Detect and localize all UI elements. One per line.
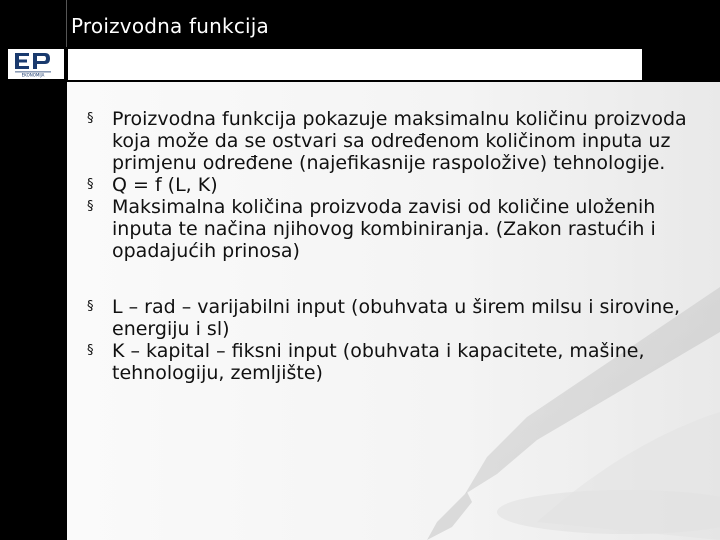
list-item-text: Q = f (L, K)	[112, 174, 218, 196]
bullet-marker: §	[87, 177, 94, 192]
list-item-text: L – rad – varijabilni input (obuhvata u širem milsu i sirovine, energiju i sl)	[112, 296, 680, 340]
bullet-list	[85, 108, 705, 384]
list-item	[85, 340, 705, 384]
list-item-text: K – kapital – fiksni input (obuhvata i kapacitete, mašine, tehnologiju, zemljište)	[112, 340, 645, 384]
list-spacer	[85, 262, 705, 296]
header-band	[68, 49, 642, 80]
list-item	[85, 196, 705, 262]
list-item	[85, 174, 705, 196]
svg-text:EKONOMIJA: EKONOMIJA	[21, 72, 45, 78]
list-item-text: Maksimalna količina proizvoda zavisi od količine uloženih inputa te načina njihovog kombiniranja. (Zakon rastućih i opadajućih prinosa)	[112, 196, 656, 262]
logo-icon	[12, 50, 60, 78]
list-item	[85, 108, 705, 174]
list-item-text: Proizvodna funkcija pokazuje maksimalnu količinu proizvoda koja može da se ostvari sa određenom količinom inputa uz primjenu određene (najefikasnije raspoložive) tehnologije.	[112, 108, 687, 174]
content-area	[67, 82, 720, 540]
bullet-marker: §	[87, 299, 94, 314]
header-right-block	[644, 49, 720, 80]
bullet-marker: §	[87, 343, 94, 358]
left-strip	[0, 0, 67, 47]
logo	[8, 49, 64, 79]
slide-title: Proizvodna funkcija	[71, 14, 269, 38]
bullet-marker: §	[87, 111, 94, 126]
left-sidebar-block	[0, 80, 64, 540]
bullet-marker: §	[87, 199, 94, 214]
list-item	[85, 296, 705, 340]
